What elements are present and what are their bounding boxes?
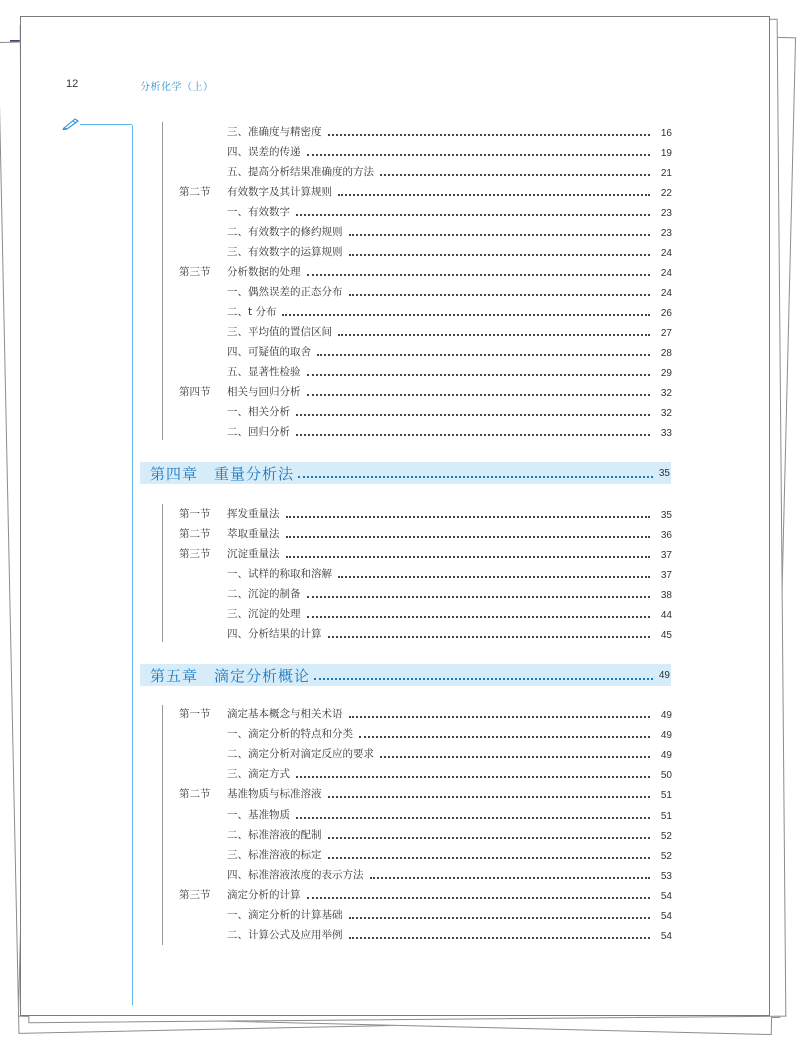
toc-page-number: 24 <box>660 288 672 299</box>
section-number: 第二节 <box>179 186 211 198</box>
toc-entry-label <box>163 887 301 902</box>
toc-subsection-entry[interactable] <box>163 725 672 741</box>
toc-subsection-entry[interactable] <box>163 323 672 339</box>
toc-page-number: 53 <box>660 870 672 882</box>
toc-entry-label <box>163 204 290 219</box>
toc-page-number: 54 <box>660 890 672 902</box>
toc-entry-title: 一、试样的称取和溶解 <box>227 568 332 580</box>
toc-page-number: 23 <box>660 228 672 239</box>
toc-entry-label <box>163 284 343 299</box>
toc-entry-label <box>163 344 311 359</box>
toc-entry-title: 三、滴定方式 <box>227 768 290 781</box>
toc-entry-title: 一、滴定分析的特点和分类 <box>227 728 353 741</box>
toc-section-entry[interactable] <box>163 525 672 541</box>
toc-subsection-entry[interactable] <box>163 243 672 259</box>
toc-section-entry[interactable] <box>163 263 672 279</box>
toc-page-number: 49 <box>660 750 672 762</box>
dot-leader <box>338 194 650 196</box>
toc-entry-label <box>163 726 353 741</box>
dot-leader <box>370 877 651 879</box>
toc-page-number: 26 <box>660 308 672 319</box>
chapter-heading[interactable] <box>140 664 671 686</box>
toc-page-number: 36 <box>660 530 672 541</box>
toc-entry-title: 五、显著性检验 <box>227 366 301 378</box>
toc-subsection-entry[interactable] <box>163 625 672 641</box>
dot-leader <box>296 776 650 778</box>
dot-leader <box>296 214 650 216</box>
toc-page-number: 50 <box>660 770 672 782</box>
toc-section-block <box>162 122 672 440</box>
toc-entry-title: 四、可疑值的取舍 <box>227 346 311 358</box>
toc-subsection-entry[interactable] <box>163 745 672 761</box>
toc-page-number: 28 <box>660 348 672 359</box>
toc-entry-title: 一、基准物质 <box>227 808 290 821</box>
toc-page-number: 37 <box>660 570 672 581</box>
toc-entry-title: 相关与回归分析 <box>227 386 301 398</box>
toc-entry-title: 二、沉淀的制备 <box>227 588 301 600</box>
section-number: 第二节 <box>179 528 211 540</box>
dot-leader <box>307 897 651 899</box>
toc-entry-label <box>163 164 374 179</box>
toc-entry-label <box>163 706 343 721</box>
dot-leader <box>359 736 650 738</box>
toc-page-number: 44 <box>660 610 672 621</box>
toc-page-number: 33 <box>660 428 672 439</box>
toc-entry-title: 二、计算公式及应用举例 <box>227 929 343 942</box>
section-number: 第三节 <box>179 548 211 560</box>
toc-entry-label <box>163 586 301 601</box>
section-number: 第一节 <box>179 508 211 520</box>
pen-icon <box>62 116 80 130</box>
toc-entry-label <box>163 506 280 521</box>
toc-page-number: 29 <box>660 368 672 379</box>
toc-entry-title: 一、相关分析 <box>227 406 290 418</box>
toc-subsection-entry[interactable] <box>163 565 672 581</box>
toc-entry-label <box>163 847 322 862</box>
dot-leader <box>328 837 651 839</box>
toc-page-number: 51 <box>660 790 672 802</box>
toc-entry-title: 挥发重量法 <box>227 508 280 520</box>
dot-leader <box>338 334 650 336</box>
toc-entry-label <box>163 746 374 761</box>
toc-entry-label <box>163 546 280 561</box>
toc-section-block <box>162 705 672 945</box>
toc-entry-label <box>163 606 301 621</box>
toc-entry-title: 四、分析结果的计算 <box>227 628 322 640</box>
dot-leader <box>349 254 651 256</box>
toc-entry-title: 四、误差的传递 <box>227 146 301 158</box>
dot-leader <box>307 274 651 276</box>
toc-page-number: 22 <box>660 188 672 199</box>
toc-subsection-entry[interactable] <box>163 203 672 219</box>
toc-entry-label <box>163 264 301 279</box>
dot-leader <box>380 174 650 176</box>
toc-page-number: 54 <box>660 931 672 943</box>
toc-page-number: 24 <box>660 268 672 279</box>
toc-entry-label <box>163 626 322 641</box>
toc-entry-label <box>163 324 332 339</box>
dot-leader <box>307 596 651 598</box>
toc-page-number: 16 <box>660 128 672 139</box>
margin-guide-line <box>80 124 132 125</box>
toc-entry-title: 三、准确度与精密度 <box>227 126 322 138</box>
toc-section-entry[interactable] <box>163 785 672 801</box>
toc-page-number: 38 <box>660 590 672 601</box>
chapter-title: 第五章 滴定分析概论 <box>150 666 311 685</box>
toc-subsection-entry[interactable] <box>163 866 672 882</box>
toc-subsection-entry[interactable] <box>163 826 672 842</box>
toc-section-entry[interactable] <box>163 183 672 199</box>
dot-leader <box>349 234 651 236</box>
dot-leader <box>286 556 651 558</box>
toc-entry-title: 二、t 分布 <box>227 306 277 318</box>
toc-entry-title: 四、标准溶液浓度的表示方法 <box>227 868 364 881</box>
toc-subsection-entry[interactable] <box>163 283 672 299</box>
chapter-title: 第四章 重量分析法 <box>150 464 295 483</box>
toc-subsection-entry[interactable] <box>163 223 672 239</box>
dot-leader <box>328 636 651 638</box>
toc-entry-title: 萃取重量法 <box>227 528 280 540</box>
dot-leader <box>296 434 650 436</box>
toc-entry-title: 滴定分析的计算 <box>227 888 301 901</box>
toc-entry-title: 分析数据的处理 <box>227 266 301 278</box>
toc-entry-label <box>163 184 332 199</box>
toc-page-number: 52 <box>660 850 672 862</box>
section-number: 第三节 <box>179 266 211 278</box>
toc-entry-label <box>163 304 276 319</box>
toc-entry-title: 滴定基本概念与相关术语 <box>227 708 343 720</box>
toc-page-number: 37 <box>660 550 672 561</box>
toc-subsection-entry[interactable] <box>163 423 672 439</box>
toc-page-number: 32 <box>660 408 672 419</box>
toc-entry-label <box>163 566 332 581</box>
toc-subsection-entry[interactable] <box>163 585 672 601</box>
toc-page-number: 19 <box>660 148 672 159</box>
toc-subsection-entry[interactable] <box>163 806 672 822</box>
toc-entry-title: 二、有效数字的修约规则 <box>227 226 343 238</box>
chapter-page-number: 35 <box>658 467 670 479</box>
section-number: 第三节 <box>179 888 211 901</box>
toc-entry-label <box>163 424 290 439</box>
dot-leader <box>307 616 651 618</box>
toc-page-number: 27 <box>660 328 672 339</box>
toc-subsection-entry[interactable] <box>163 926 672 942</box>
chapter-heading[interactable] <box>140 462 671 484</box>
toc-entry-label <box>163 124 322 139</box>
toc-entry-label <box>163 364 301 379</box>
dot-leader <box>328 796 651 798</box>
toc-entry-title: 三、平均值的置信区间 <box>227 326 332 338</box>
toc-entry-title: 一、有效数字 <box>227 206 290 218</box>
toc-entry-title: 二、标准溶液的配制 <box>227 828 322 841</box>
dot-leader <box>296 817 650 819</box>
toc-page-number: 21 <box>660 168 672 179</box>
section-number: 第四节 <box>179 386 211 398</box>
toc-entry-title: 三、有效数字的运算规则 <box>227 246 343 258</box>
dot-leader <box>349 294 651 296</box>
toc-entry-title: 一、偶然误差的正态分布 <box>227 286 343 298</box>
toc-section-block <box>162 504 672 642</box>
toc-entry-label <box>163 404 290 419</box>
dot-leader <box>349 716 651 718</box>
toc-entry-title: 沉淀重量法 <box>227 548 280 560</box>
toc-page-number: 35 <box>660 510 672 521</box>
page-number: 12 <box>66 78 79 90</box>
toc-entry-title: 二、滴定分析对滴定反应的要求 <box>227 748 374 761</box>
dot-leader <box>328 857 651 859</box>
toc-section-entry[interactable] <box>163 705 672 721</box>
dot-leader <box>314 678 653 680</box>
toc-entry-label <box>163 927 343 942</box>
toc-entry-title: 三、标准溶液的标定 <box>227 848 322 861</box>
margin-guide-line <box>132 125 133 1005</box>
toc-entry-label <box>163 807 290 822</box>
dot-leader <box>349 917 651 919</box>
toc-subsection-entry[interactable] <box>163 765 672 781</box>
toc-entry-title: 一、滴定分析的计算基础 <box>227 909 343 921</box>
toc-entry-label <box>163 526 280 541</box>
toc-entry-label <box>163 867 364 882</box>
toc-entry-label <box>163 766 290 781</box>
dot-leader <box>338 576 650 578</box>
toc-entry-title: 二、回归分析 <box>227 426 290 438</box>
toc-entry-label <box>163 144 301 159</box>
dot-leader <box>349 937 651 939</box>
toc-subsection-entry[interactable] <box>163 605 672 621</box>
toc-entry-label <box>163 827 322 842</box>
toc-section-entry[interactable] <box>163 383 672 399</box>
dot-leader <box>307 374 651 376</box>
toc-page-number: 32 <box>660 388 672 399</box>
toc-entry-label <box>163 384 301 399</box>
toc-page-number: 54 <box>660 911 672 922</box>
toc-entry-label <box>163 907 343 922</box>
toc-page-number: 45 <box>660 630 672 641</box>
toc-subsection-entry[interactable] <box>163 303 672 319</box>
toc-entry-title: 五、提高分析结果准确度的方法 <box>227 166 374 178</box>
dot-leader <box>317 354 650 356</box>
section-number: 第二节 <box>179 788 211 801</box>
toc-subsection-entry[interactable] <box>163 163 672 179</box>
toc-page-number: 52 <box>660 830 672 842</box>
toc-entry-label <box>163 244 343 259</box>
toc-page-number: 23 <box>660 208 672 219</box>
toc-subsection-entry[interactable] <box>163 343 672 359</box>
toc-entry-label <box>163 224 343 239</box>
running-title: 分析化学（上） <box>140 82 214 93</box>
dot-leader <box>328 134 651 136</box>
toc-subsection-entry[interactable] <box>163 363 672 379</box>
section-number: 第一节 <box>179 708 211 720</box>
toc-page-number: 49 <box>660 730 672 742</box>
dot-leader <box>296 414 650 416</box>
dot-leader <box>282 314 650 316</box>
toc-entry-label <box>163 786 322 801</box>
dot-leader <box>298 476 653 478</box>
dot-leader <box>307 154 651 156</box>
toc-subsection-entry[interactable] <box>163 123 672 139</box>
toc-page-number: 51 <box>660 810 672 822</box>
toc-subsection-entry[interactable] <box>163 403 672 419</box>
toc-entry-title: 三、沉淀的处理 <box>227 608 301 620</box>
toc-entry-title: 基准物质与标准溶液 <box>227 788 322 801</box>
toc-subsection-entry[interactable] <box>163 846 672 862</box>
dot-leader <box>286 516 651 518</box>
toc-section-entry[interactable] <box>163 886 672 902</box>
dot-leader <box>307 394 651 396</box>
dot-leader <box>380 756 650 758</box>
dot-leader <box>286 536 651 538</box>
toc-subsection-entry[interactable] <box>163 906 672 922</box>
toc-section-entry[interactable] <box>163 505 672 521</box>
toc-page-number: 49 <box>660 710 672 721</box>
toc-subsection-entry[interactable] <box>163 143 672 159</box>
toc-page-number: 24 <box>660 248 672 259</box>
toc-entry-title: 有效数字及其计算规则 <box>227 186 332 198</box>
chapter-page-number: 49 <box>658 669 670 681</box>
toc-section-entry[interactable] <box>163 545 672 561</box>
